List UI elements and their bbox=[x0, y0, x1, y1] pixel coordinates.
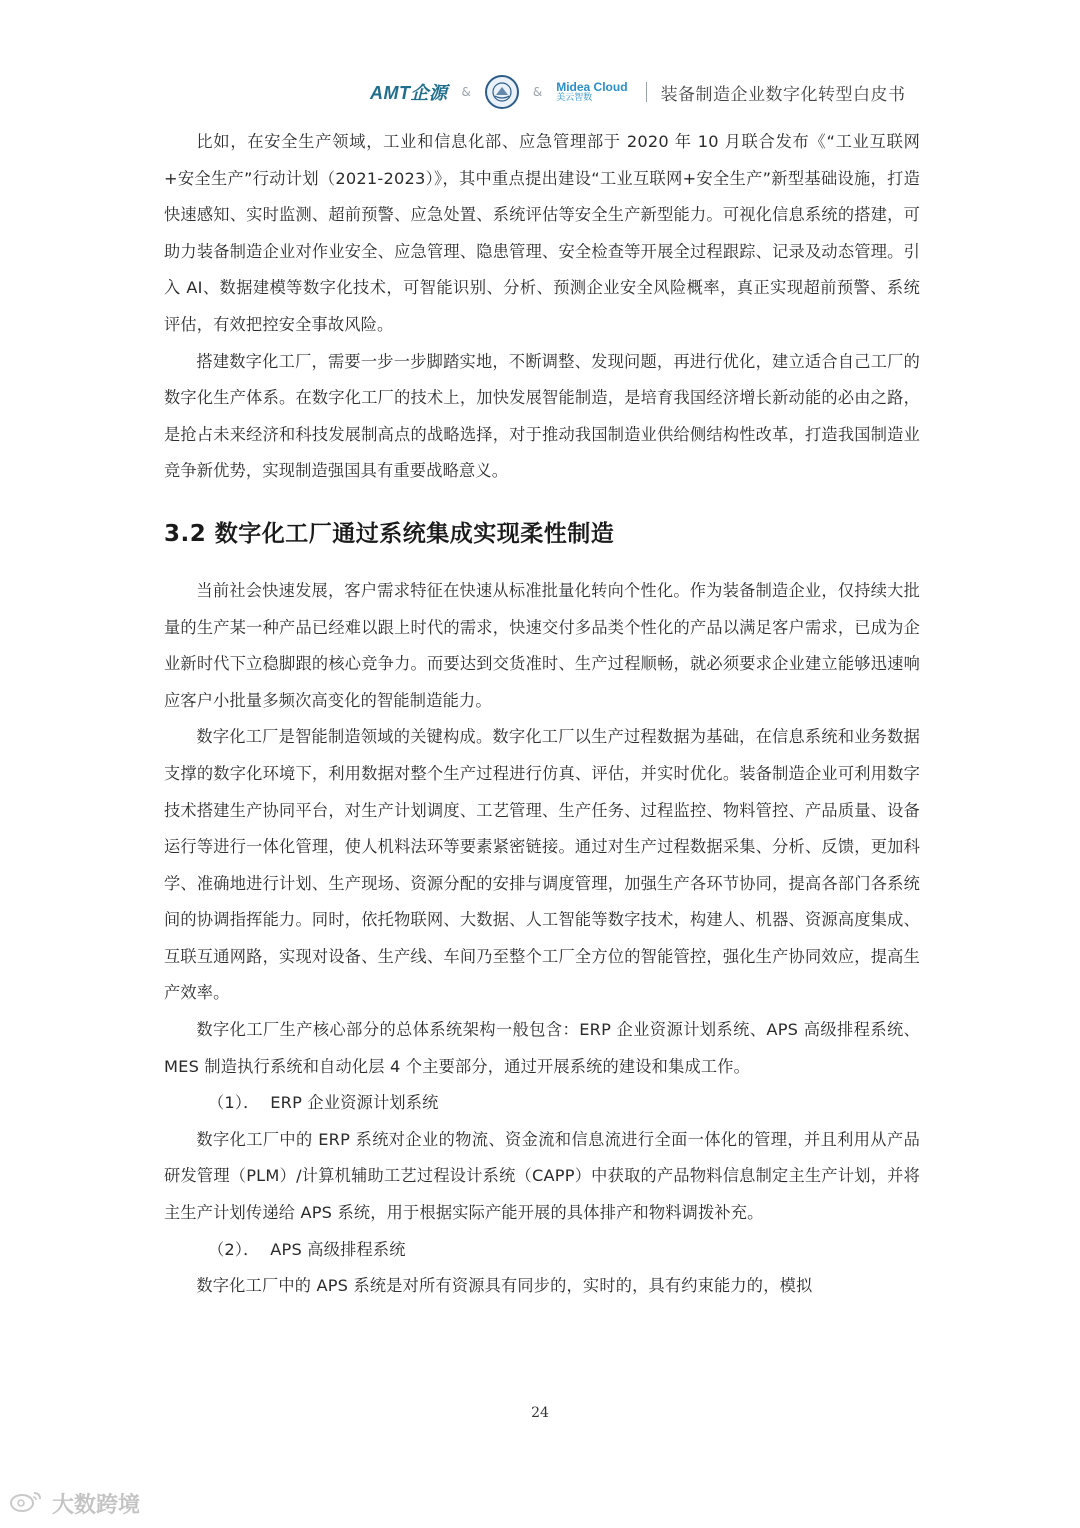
section-heading: 3.2 数字化工厂通过系统集成实现柔性制造 bbox=[164, 520, 615, 547]
header-divider bbox=[646, 82, 647, 102]
midea-cloud-logo bbox=[556, 81, 627, 103]
paragraph: 数字化工厂中的 ERP 系统对企业的物流、资金流和信息流进行全面一体化的管理，并且利用从产品研发管理（PLM）/计算机辅助工艺过程设计系统（CAPP）中获取的产品物料信息制定主生产计划，并将主生产计划传递给 APS 系统，用于根据实际产能开展的具体排产和物料调拨补充。 bbox=[164, 1129, 920, 1223]
section-heading-wrapper bbox=[164, 490, 920, 573]
ampersand: & bbox=[532, 85, 543, 99]
watermark-text: 大数跨境 bbox=[52, 1493, 141, 1518]
paragraph: 当前社会快速发展，客户需求特征在快速从标准批量化转向个性化。作为装备制造企业，仅持续大批量的生产某一种产品已经难以跟上时代的需求，快速交付多品类个性化的产品以满足客户需求，已成为企业新时代下立稳脚跟的核心竞争力。而要达到交货准时、生产过程顺畅，就必须要求企业建立能够迅速响应客户小批量多频次高变化的智能制造能力。 bbox=[164, 580, 920, 710]
subheading: （2）． APS 高级排程系统 bbox=[208, 1239, 406, 1259]
paragraph: 数字化工厂生产核心部分的总体系统架构一般包含：ERP 企业资源计划系统、APS 高级排程系统、MES 制造执行系统和自动化层 4 个主要部分，通过开展系统的建设和集成工作。 bbox=[164, 1020, 920, 1076]
university-seal-icon bbox=[485, 75, 519, 109]
subheading: （1）． ERP 企业资源计划系统 bbox=[208, 1093, 439, 1113]
page-header bbox=[370, 72, 930, 112]
page-number: 24 bbox=[531, 1405, 549, 1421]
paragraph: 数字化工厂是智能制造领域的关键构成。数字化工厂以生产过程数据为基础，在信息系统和业务数据支撑的数字化环境下，利用数据对整个生产过程进行仿真、评估，并实时优化。装备制造企业可利用数字技术搭建生产协同平台，对生产计划调度、工艺管理、生产任务、过程监控、物料管控、产品质量、设备运行等进行一体化管理，使人机料法环等要素紧密链接。通过对生产过程数据采集、分析、反馈，更加科学、准确地进行计划、生产现场、资源分配的安排与调度管理，加强生产各环节协同，提高各部门各系统间的协调指挥能力。同时，依托物联网、大数据、人工智能等数字技术，构建人、机器、资源高度集成、互联互通网路，实现对设备、生产线、车间乃至整个工厂全方位的智能管控，强化生产协同效应，提高生产效率。 bbox=[164, 727, 920, 1003]
ampersand: & bbox=[461, 85, 471, 99]
paragraph: 搭建数字化工厂，需要一步一步脚踏实地，不断调整、发现问题，再进行优化，建立适合自己工厂的数字化生产体系。在数字化工厂的技术上，加快发展智能制造，是培育我国经济增长新动能的必由之路，是抢占未来经济和科技发展制高点的战略选择，对于推动我国制造业供给侧结构性改革，打造我国制造业竞争新优势，实现制造强国具有重要战略意义。 bbox=[164, 351, 920, 481]
amt-logo: AMT企源 bbox=[370, 83, 448, 103]
midea-cloud-subtext: 美云智数 bbox=[556, 92, 593, 103]
document-title: 装备制造企业数字化转型白皮书 bbox=[660, 84, 906, 105]
page-body bbox=[164, 124, 920, 1305]
paragraph: 比如，在安全生产领域，工业和信息化部、应急管理部于 2020 年 10 月联合发布《“工业互联网+安全生产”行动计划（2021-2023）》，其中重点提出建设“工业互联网+安全生产”新型基础设施，打造快速感知、实时监测、超前预警、应急处置、系统评估等安全生产新型能力。可视化信息系统的搭建，可助力装备制造企业对作业安全、应急管理、隐患管理、安全检查等开展全过程跟踪、记录及动态管理。引入 AI、数据建模等数字化技术，可智能识别、分析、预测企业安全风险概率，真正实现超前预警、系统评估，有效把控安全事故风险。 bbox=[164, 132, 920, 334]
weibo-icon bbox=[10, 1489, 44, 1519]
midea-cloud-text: Midea Cloud bbox=[556, 79, 628, 94]
watermark bbox=[10, 1488, 140, 1519]
paragraph: 数字化工厂中的 APS 系统是对所有资源具有同步的，实时的，具有约束能力的，模拟 bbox=[196, 1276, 813, 1296]
